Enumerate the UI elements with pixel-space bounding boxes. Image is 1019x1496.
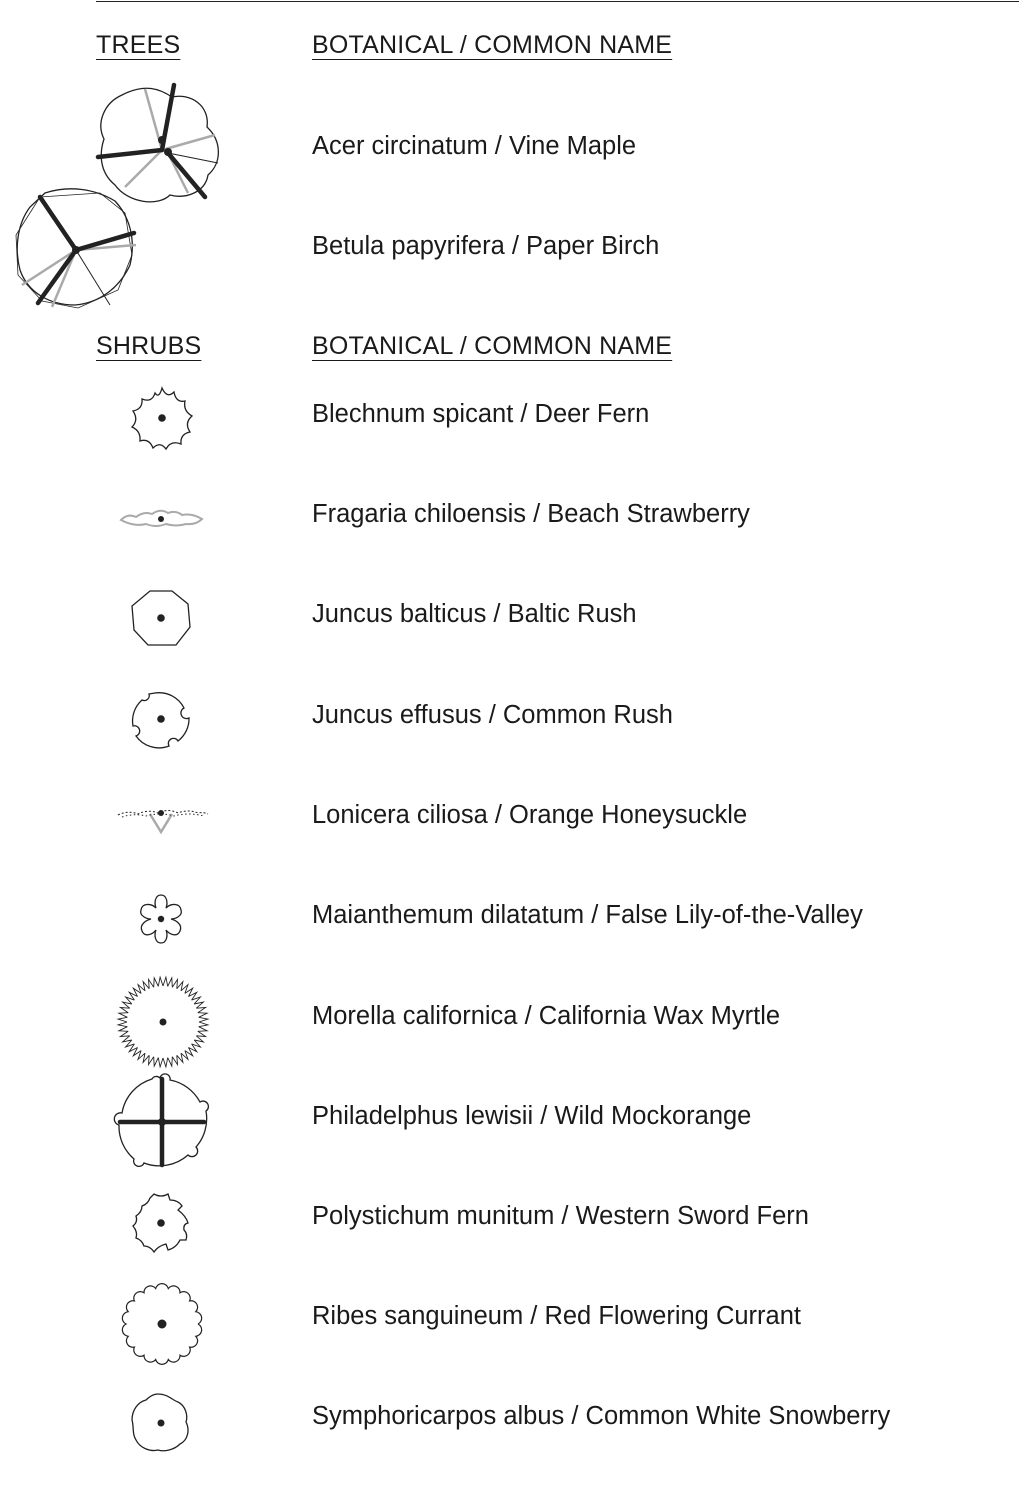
sword-fern-symbol-icon — [128, 1190, 194, 1256]
baltic-rush-symbol-icon — [128, 587, 194, 649]
trees-name-heading: BOTANICAL / COMMON NAME — [312, 31, 673, 59]
shrub-item-label: Fragaria chiloensis / Beach Strawberry — [312, 500, 750, 528]
shrub-item-label: Ribes sanguineum / Red Flowering Currant — [312, 1302, 801, 1330]
deer-fern-symbol-icon — [126, 383, 198, 455]
shrub-item-label: Juncus balticus / Baltic Rush — [312, 600, 637, 628]
beach-strawberry-symbol-icon — [116, 503, 206, 533]
shrubs-heading: SHRUBS — [96, 332, 202, 360]
false-lily-symbol-icon — [133, 891, 189, 947]
top-rule — [96, 1, 1019, 2]
tree-item-label: Betula papyrifera / Paper Birch — [312, 232, 660, 260]
shrub-item-label: Symphoricarpos albus / Common White Snowberry — [312, 1402, 891, 1430]
tree-item-label: Acer circinatum / Vine Maple — [312, 132, 637, 160]
trees-heading: TREES — [96, 31, 181, 59]
shrub-item-label: Blechnum spicant / Deer Fern — [312, 400, 650, 428]
snowberry-symbol-icon — [128, 1390, 194, 1456]
shrub-item-label: Maianthemum dilatatum / False Lily-of-the-Valley — [312, 901, 863, 929]
shrub-item-label: Morella californica / California Wax Myrtle — [312, 1002, 781, 1030]
shrub-item-label: Philadelphus lewisii / Wild Mockorange — [312, 1102, 752, 1130]
orange-honeysuckle-symbol-icon — [114, 800, 212, 838]
wax-myrtle-symbol-icon — [116, 975, 210, 1069]
shrub-item-label: Lonicera ciliosa / Orange Honeysuckle — [312, 801, 748, 829]
shrubs-name-heading: BOTANICAL / COMMON NAME — [312, 332, 673, 360]
common-rush-symbol-icon — [128, 688, 194, 754]
shrub-item-label: Polystichum munitum / Western Sword Fern — [312, 1202, 809, 1230]
currant-symbol-icon — [120, 1283, 204, 1367]
vine-maple-symbol-icon — [0, 75, 240, 320]
shrub-item-label: Juncus effusus / Common Rush — [312, 701, 673, 729]
mockorange-symbol-icon — [114, 1075, 210, 1171]
